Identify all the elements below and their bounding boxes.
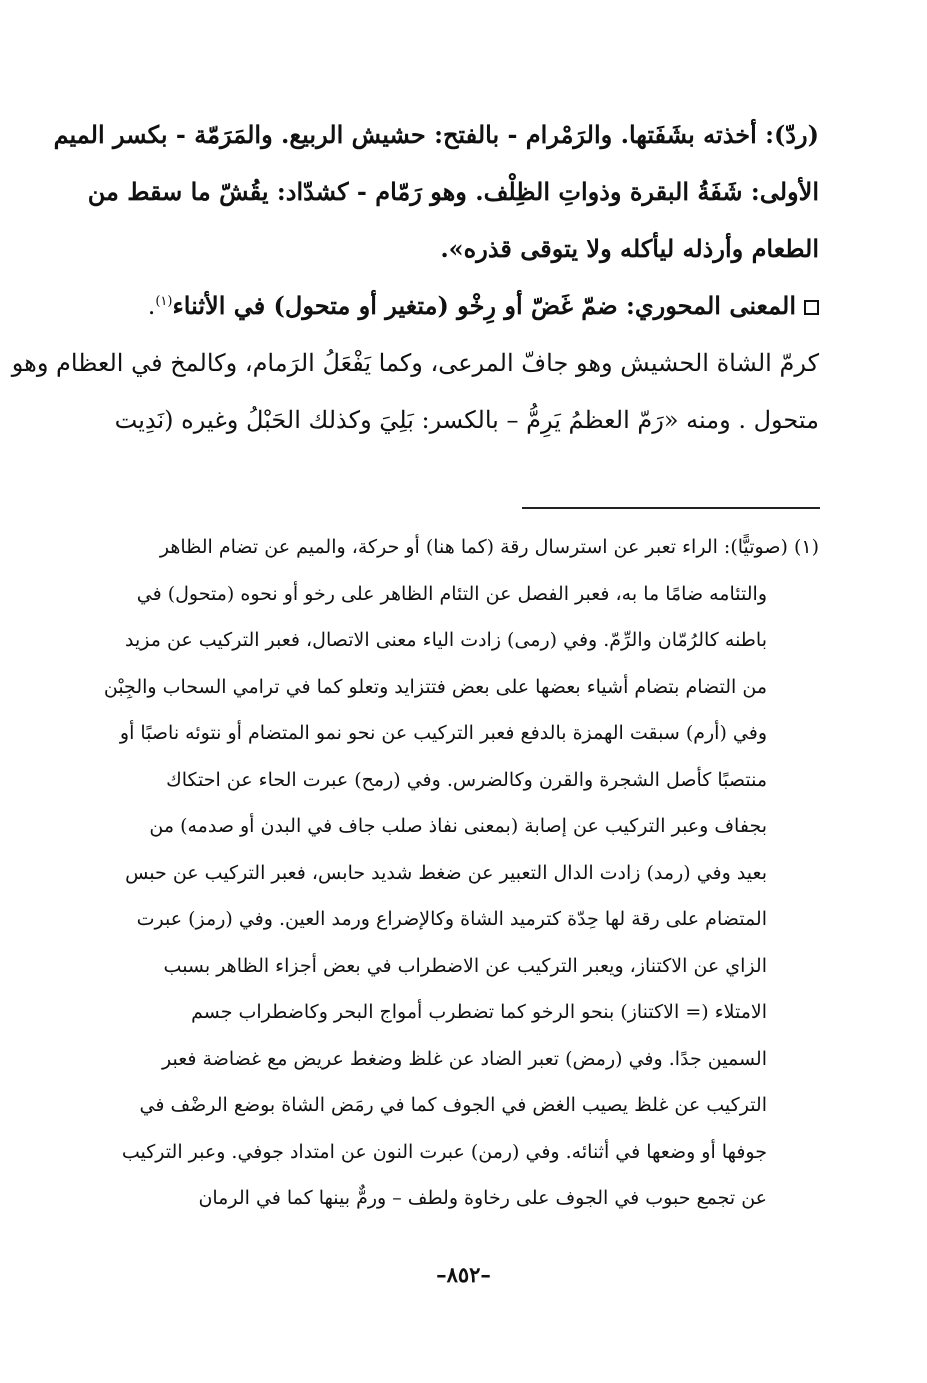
body-line: الأولى: شَفَةُ البقرة وذواتِ الظِلْف. وهو رَمّام - كشدّاد: يقُشّ ما سقط من — [87, 177, 819, 206]
main-body-text — [11, 106, 819, 449]
body-line: (ردّ): أخذته بشَفَتها. والرَمْرام - بالفتح: حشيش الربيع. والمَرَمّة - بكسر الميم — [53, 120, 819, 149]
footnote-line: وفي (أرم) سبقت الهمزة بالدفع فعبر التركيب عن نحو نمو المتضام أو نتوئه ناصبًا أو — [119, 722, 767, 744]
footnote-line: الزاي عن الاكتناز، ويعبر التركيب عن الاضطراب في بعض أجزاء الظاهر بسبب — [163, 954, 767, 977]
footnote-reference: (١) — [155, 294, 173, 309]
square-bullet-icon — [804, 300, 819, 315]
footnote-line: السمين جدًا. وفي (رمض) تعبر الضاد عن غلظ وضغط عريض مع غضاضة فعبر — [162, 1047, 767, 1070]
page-number: –٨٥٢– — [436, 1262, 491, 1287]
section-heading-line: المعنى المحوري: ضمّ غَضّ أو رِخْو (متغير أو متحول) في الأثناء$^{(١)}$. — [107, 277, 819, 335]
footnote-line: بعيد وفي (رمد) زادت الدال التعبير عن ضغط شديد حابس، فعبر التركيب عن حبس — [125, 861, 767, 884]
section-heading: المعنى المحوري: ضمّ غَضّ أو رِخْو (متغير أو متحول) في الأثناء — [172, 291, 796, 320]
footnote-line: التركيب عن غلظ يصيب الغض في الجوف كما في رمَض الشاة بوضع الرضْف في — [139, 1094, 767, 1116]
section-paragraph — [11, 277, 819, 449]
footnote-line: (١) (صوتيًّا): الراء تعبر عن استرسال رقة (كما هنا) أو حركة، والميم عن تضام الظاهر — [159, 536, 819, 558]
body-line: الطعام وأرذله ليأكله ولا يتوقى قذره». — [440, 234, 819, 263]
footnote-line: من التضام بتضام أشياء بعضها على بعض فتتزايد وتعلو كما في ترامي السحاب والجِبْن — [103, 675, 767, 698]
body-line: كرمّ الشاة الحشيش وهو جافّ المرعى، وكما يَفْعَلُ الرَمام، وكالمخ في العظام وهو — [11, 349, 819, 377]
body-line: متحول . ومنه «رَمّ العظمُ يَرِمُّ – بالكسر: بَلِيَ وكذلك الحَبْلُ وغيره (نَدِيت — [114, 406, 819, 434]
footnote-line: الامتلاء (= الاكتناز) بنحو الرخو كما تضطرب أمواج البحر وكاضطراب جسم — [191, 1001, 767, 1023]
footnote-separator — [522, 507, 820, 509]
footnote-line: منتصبًا كأصل الشجرة والقرن وكالضرس. وفي (رمح) عبرت الحاء عن احتكاك — [166, 768, 767, 791]
footnote-line: بجفاف وعبر التركيب عن إصابة (بمعنى نفاذ صلب جاف في البدن أو صدمه) من — [149, 815, 767, 837]
footnote-line: المتضام على رقة لها حِدّة كترميد الشاة وكالإضراع ورمد العين. وفي (رمز) عبرت — [136, 908, 767, 930]
footnote-line: والتئامه ضامًا ما به، فعبر الفصل عن التئام الظاهر على رخو أو نحوه (متحول) في — [136, 582, 767, 605]
footnote-line: جوفها أو وضعها في أثنائه. وفي (رمن) عبرت النون عن امتداد جوفي. وعبر التركيب — [121, 1140, 767, 1163]
footnote-line: باطنه كالرُمّان والرِّمّ. وفي (رمى) زادت الياء معنى الاتصال، فعبر التركيب عن مزيد — [124, 629, 767, 651]
intro-paragraph — [53, 106, 819, 277]
footnote-block — [103, 524, 819, 1222]
footnote-line: عن تجمع حبوب في الجوف على رخاوة ولطف – ورمٌّ بينها كما في الرمان — [198, 1187, 767, 1209]
